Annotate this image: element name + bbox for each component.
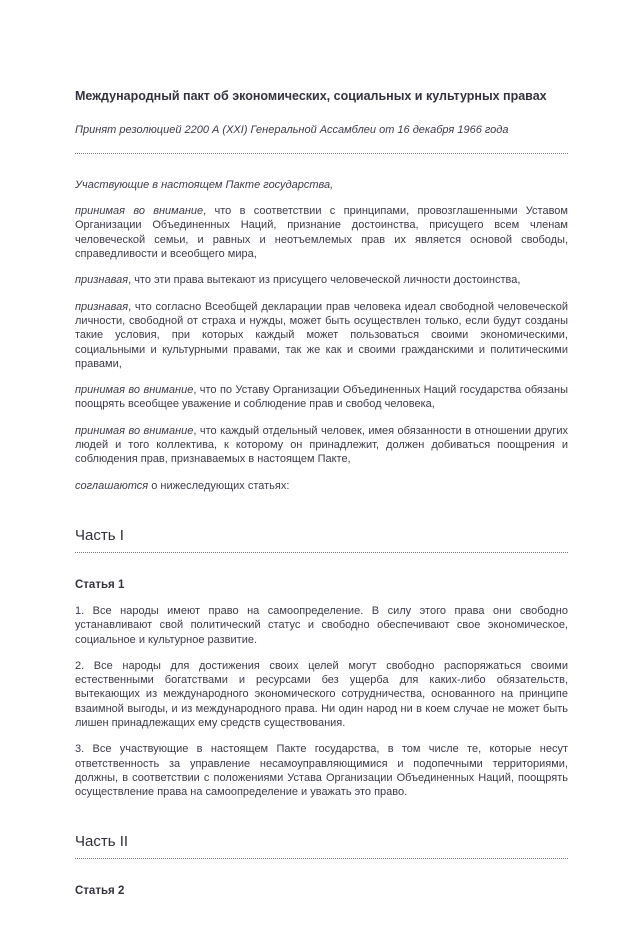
preamble-paragraph-1	[75, 178, 568, 192]
preamble-lead: принимая во внимание	[75, 205, 204, 218]
part-1-heading: Часть I	[75, 526, 124, 544]
document-subtitle: Принят резолюцией 2200 А (XXI) Генеральной Ассамблеи от 16 декабря 1966 года	[75, 123, 509, 136]
preamble-text: , что в соответствии с принципами, провозглашенными Уставом Организации Объединенных Наций, признание достоинства, присущего всем членам человеческой семьи, и равных и неотъемлемых прав их является основой свободы, справедливости и всеобщего мира,	[75, 205, 568, 261]
preamble-lead: принимая во внимание	[75, 424, 194, 437]
article-1-paragraph-2: 2. Все народы для достижения своих целей могут свободно распоряжаться своими естественными богатствами и ресурсами без ущерба для каких-либо обязательств, вытекающих из международного экономического сотрудничества, основанного на принципе взаимной выгоды, и из международного права. Ни один народ ни в коем случае не может быть лишен принадлежащих ему средств существования.	[75, 659, 568, 729]
preamble-text: , что согласно Всеобщей декларации прав человека идеал свободной человеческой личности, свободной от страха и нужды, может быть осуществлен только, если будут созданы такие условия, при которых каждый может пользоваться своими экономическими, социальными и культурными правами, так же как и своими гражданскими и политическими правами,	[75, 300, 568, 370]
article-1-paragraph-3: 3. Все участвующие в настоящем Пакте государства, в том числе те, которые несут ответственность за управление несамоуправляющимися и подопечными территориями, должны, в соответствии с положениями Устава Организации Объединенных Наций, поощрять осуществление права на самоопределение и уважать это право.	[75, 743, 568, 799]
preamble-lead: принимая во внимание	[75, 384, 194, 397]
header-divider	[75, 153, 568, 154]
preamble-text: о нижеследующих статьях:	[148, 479, 290, 492]
preamble-paragraph-2	[75, 204, 568, 261]
preamble-paragraph-4	[75, 300, 568, 371]
part-1-divider	[75, 552, 568, 553]
preamble-lead: признавая	[75, 300, 129, 313]
preamble-text: , что эти права вытекают из присущего человеческой личности достоинства,	[128, 274, 521, 287]
preamble-text: , что каждый отдельный человек, имея обязанности в отношении других людей и того коллектива, к которому он принадлежит, должен добиваться поощрения и соблюдения прав, признаваемых в настоящем Пакте,	[75, 424, 568, 466]
article-1-heading: Статья 1	[75, 578, 125, 591]
part-2-divider	[75, 858, 568, 859]
preamble-lead: Участвующие в настоящем Пакте государства,	[75, 178, 334, 191]
preamble-paragraph-7	[75, 479, 568, 493]
article-2-heading: Статья 2	[75, 885, 125, 898]
part-2-heading: Часть II	[75, 833, 129, 851]
preamble-paragraph-3	[75, 273, 568, 287]
document-title: Международный пакт об экономических, социальных и культурных правах	[75, 89, 547, 103]
preamble-paragraph-5	[75, 383, 568, 412]
preamble-lead: признавая	[75, 274, 129, 287]
preamble-paragraph-6	[75, 424, 568, 467]
preamble-text: , что по Уставу Организации Объединенных Наций государства обязаны поощрять всеобщее уважение и соблюдение прав и свобод человека,	[75, 384, 568, 411]
article-1-paragraph-1: 1. Все народы имеют право на самоопределение. В силу этого права они свободно устанавливают свой политический статус и свободно обеспечивают свое экономическое, социальное и культурное развитие.	[75, 604, 568, 646]
preamble-lead: соглашаются	[75, 479, 149, 492]
